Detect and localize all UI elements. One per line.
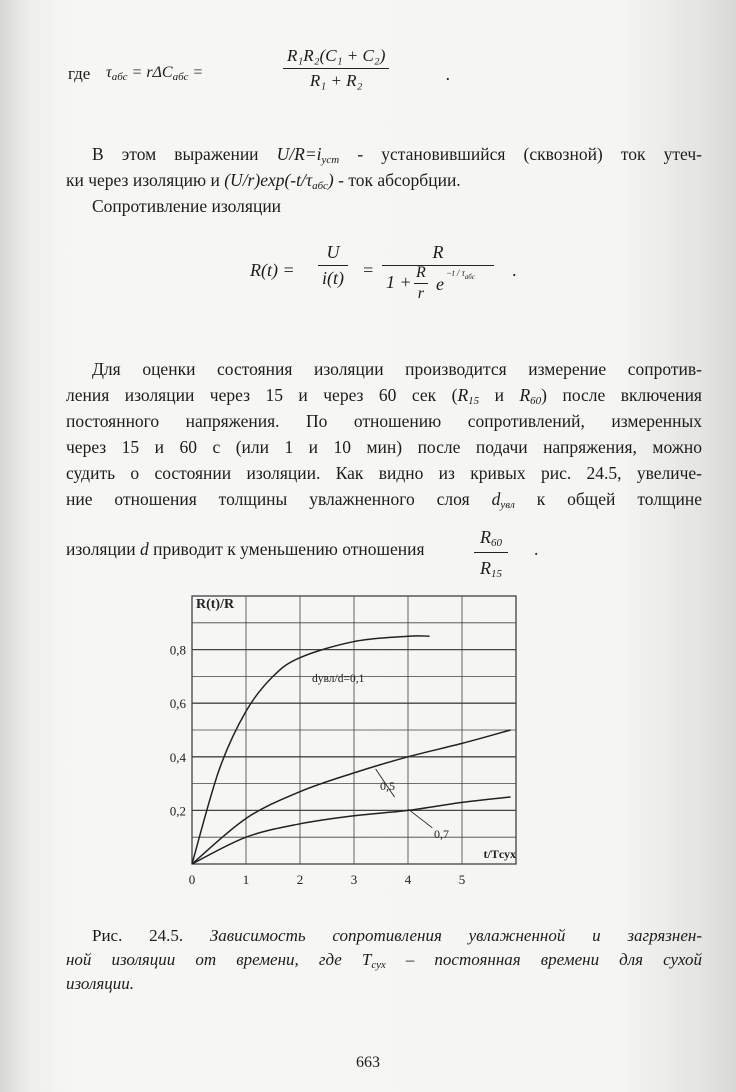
formula2-eq: = [362,260,375,280]
formula-end: . [446,64,451,84]
paragraph-3: Для оценки состояния изоляции производится измерение сопротив- ления изоляции через 15 и через 60 сек ($R_{15}$ и $R_{60}$) после включения постоянного напряжения. По отношению сопротивлений, измеренных через 15 и 60 с (или 1 и 10 мин) после подачи напряжения, можно судить о состоянии изоляции. Как видно из кривых рис. 24.5, увеличе- ние отношения толщины увлажненного слоя $d_{увл}$ к общей толщине [66,359,702,511]
y-tick-label: 0,8 [169,642,186,658]
y-tick-label: 0,2 [169,803,186,819]
x-axis-label: t/Tсух [483,847,516,861]
paragraph-1-line-2: ки через изоляцию и $(U/r)\exp(-t/\tau_{абс})$ - ток абсорбции. [66,170,461,192]
x-tick-label: 0 [188,872,196,887]
y-tick-label: 0,6 [169,696,186,712]
paragraph-1: В этом выражении $U/R=i_{уст}$ - установившийся (сквозной) ток утеч- [92,144,702,166]
series-line-2 [192,797,511,864]
paragraph-2: Сопротивление изоляции [92,196,282,216]
y-axis-label: R(t)/R [196,597,235,612]
paragraph-3-last: изоляции d приводит к уменьшению отношения $\frac{R_{60}}{R_{15}}$ . [66,524,702,574]
ratio-fraction: $\frac{R_{60}}{R_{15}}$ [474,524,508,581]
formula2-lhs: R(t) = [250,260,295,280]
series-line-1 [192,730,511,864]
formula-prefix: где [68,64,91,83]
resistance-chart [160,592,540,902]
chart-grid [192,596,516,864]
formula-fraction: $\frac{\text{R₁R₂(C₁ + C₂)}}{\text{R₁ + R₂}}$ [283,46,389,91]
x-tick-label: 3 [350,872,358,887]
annotation-series-1: 0,5 [380,779,395,793]
figure-caption: Рис. 24.5. Зависимость сопротивления увлажненной и загрязнен- ной изоляции от времени, где $T_{сух}$ – постоянная времени для сухой изоляции. [66,926,703,993]
x-tick-label: 1 [242,872,250,887]
y-tick-label: 0,4 [169,749,186,765]
formula-lhs: $\tau_{абс} = r\Delta C_{абс}$ = [106,64,204,83]
formula2-fraction-2: R 1 + $\frac{R}{r}$ e $-t / \tau_{абс}$ [382,242,494,318]
x-tick-label: 4 [404,872,412,887]
x-tick-label: 5 [458,872,466,887]
formula-resistance [250,240,550,330]
ratio-end: . [534,539,539,559]
formula-tau [68,46,451,106]
formula2-fraction-1: $\frac{U}{i(t)}$ [318,242,348,289]
annotation-series-2: 0,7 [434,827,449,841]
page-number: 663 [356,1054,380,1071]
series-line-0 [192,636,430,864]
chart-series [192,636,511,864]
annotation-leader-2 [408,809,432,828]
x-tick-label: 2 [296,872,304,887]
formula2-end: . [512,260,517,280]
annotation-series-0: dувл/d=0,1 [312,673,365,685]
